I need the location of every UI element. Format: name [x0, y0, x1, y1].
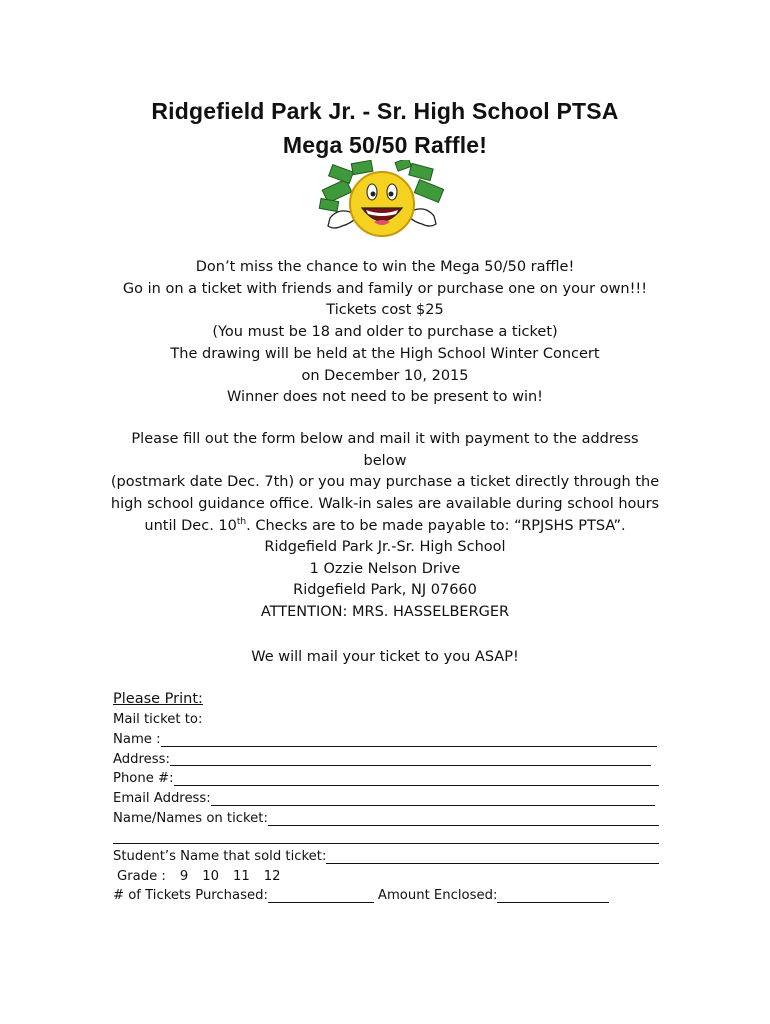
amount-label: Amount Enclosed:: [377, 888, 498, 904]
grade-option-12[interactable]: 12: [263, 868, 281, 884]
name-row: [113, 730, 673, 750]
names-on-ticket-label: Name/Names on ticket:: [113, 810, 268, 826]
mail-note: We will mail your ticket to you ASAP!: [251, 649, 519, 665]
email-field[interactable]: [211, 791, 655, 806]
instructions-text: [110, 429, 660, 538]
page-title: Ridgefield Park Jr. - Sr. High School PTSA: [151, 98, 619, 124]
tickets-field[interactable]: [268, 888, 374, 903]
smiley-money-icon: [312, 160, 452, 244]
instructions-line: high school guidance office. Walk-in sales are available during school hours: [110, 496, 660, 513]
instructions-line: (postmark date Dec. 7th) or you may purchase a ticket directly through the: [110, 474, 660, 491]
mail-ticket-to-label: Mail ticket to:: [113, 712, 203, 727]
student-label: Student’s Name that sold ticket:: [113, 848, 327, 864]
names-on-ticket-row: [113, 809, 673, 829]
phone-row: [113, 769, 673, 789]
grade-option-11[interactable]: 11: [233, 868, 250, 884]
order-form: [113, 688, 673, 906]
phone-field[interactable]: [174, 771, 659, 786]
address-line: ATTENTION: MRS. HASSELBERGER: [260, 604, 510, 621]
tickets-label: # of Tickets Purchased:: [113, 888, 268, 904]
instructions-line: Please fill out the form below and mail it with payment to the address below: [131, 431, 639, 469]
intro-line: on December 10, 2015: [301, 367, 469, 384]
address-label: Address:: [113, 751, 170, 767]
email-row: [113, 789, 673, 809]
please-print-heading: Please Print:: [113, 691, 203, 707]
instructions-fragment: . Checks are to be made payable to: “RPJSHS PTSA”.: [246, 517, 626, 534]
grade-label: Grade :: [117, 868, 166, 884]
name-field[interactable]: [161, 732, 657, 747]
student-row: [113, 847, 673, 867]
intro-text: [0, 257, 770, 409]
names-on-ticket-row-2: [113, 829, 673, 847]
intro-line: Don’t miss the chance to win the Mega 50/50 raffle!: [195, 259, 575, 275]
intro-line: Go in on a ticket with friends and family or purchase one on your own!!!: [122, 280, 648, 297]
intro-line: (You must be 18 and older to purchase a ticket): [212, 324, 558, 341]
student-field[interactable]: [326, 849, 659, 864]
address-row: [113, 750, 673, 770]
email-label: Email Address:: [113, 791, 211, 807]
address-line: 1 Ozzie Nelson Drive: [309, 560, 461, 577]
tickets-row: [113, 886, 673, 906]
names-on-ticket-field-2[interactable]: [113, 829, 659, 844]
grade-option-9[interactable]: 9: [179, 868, 189, 884]
instructions-line: [110, 516, 660, 538]
instructions-fragment: until Dec. 10: [144, 517, 237, 534]
page-subtitle: Mega 50/50 Raffle!: [282, 132, 488, 158]
amount-field[interactable]: [497, 888, 609, 903]
intro-line: Winner does not need to be present to win!: [227, 389, 543, 406]
mailing-address: [0, 537, 770, 624]
name-label: Name :: [113, 731, 161, 747]
address-line: Ridgefield Park, NJ 07660: [293, 582, 477, 599]
address-line: Ridgefield Park Jr.-Sr. High School: [264, 539, 506, 555]
address-field[interactable]: [170, 751, 651, 766]
names-on-ticket-field[interactable]: [268, 811, 659, 826]
intro-line: The drawing will be held at the High School Winter Concert: [170, 345, 600, 362]
phone-label: Phone #:: [113, 771, 174, 787]
intro-line: Tickets cost $25: [326, 302, 444, 319]
instructions-superscript: th: [236, 516, 247, 527]
grade-option-10[interactable]: 10: [202, 868, 220, 884]
grade-row: [113, 867, 673, 887]
